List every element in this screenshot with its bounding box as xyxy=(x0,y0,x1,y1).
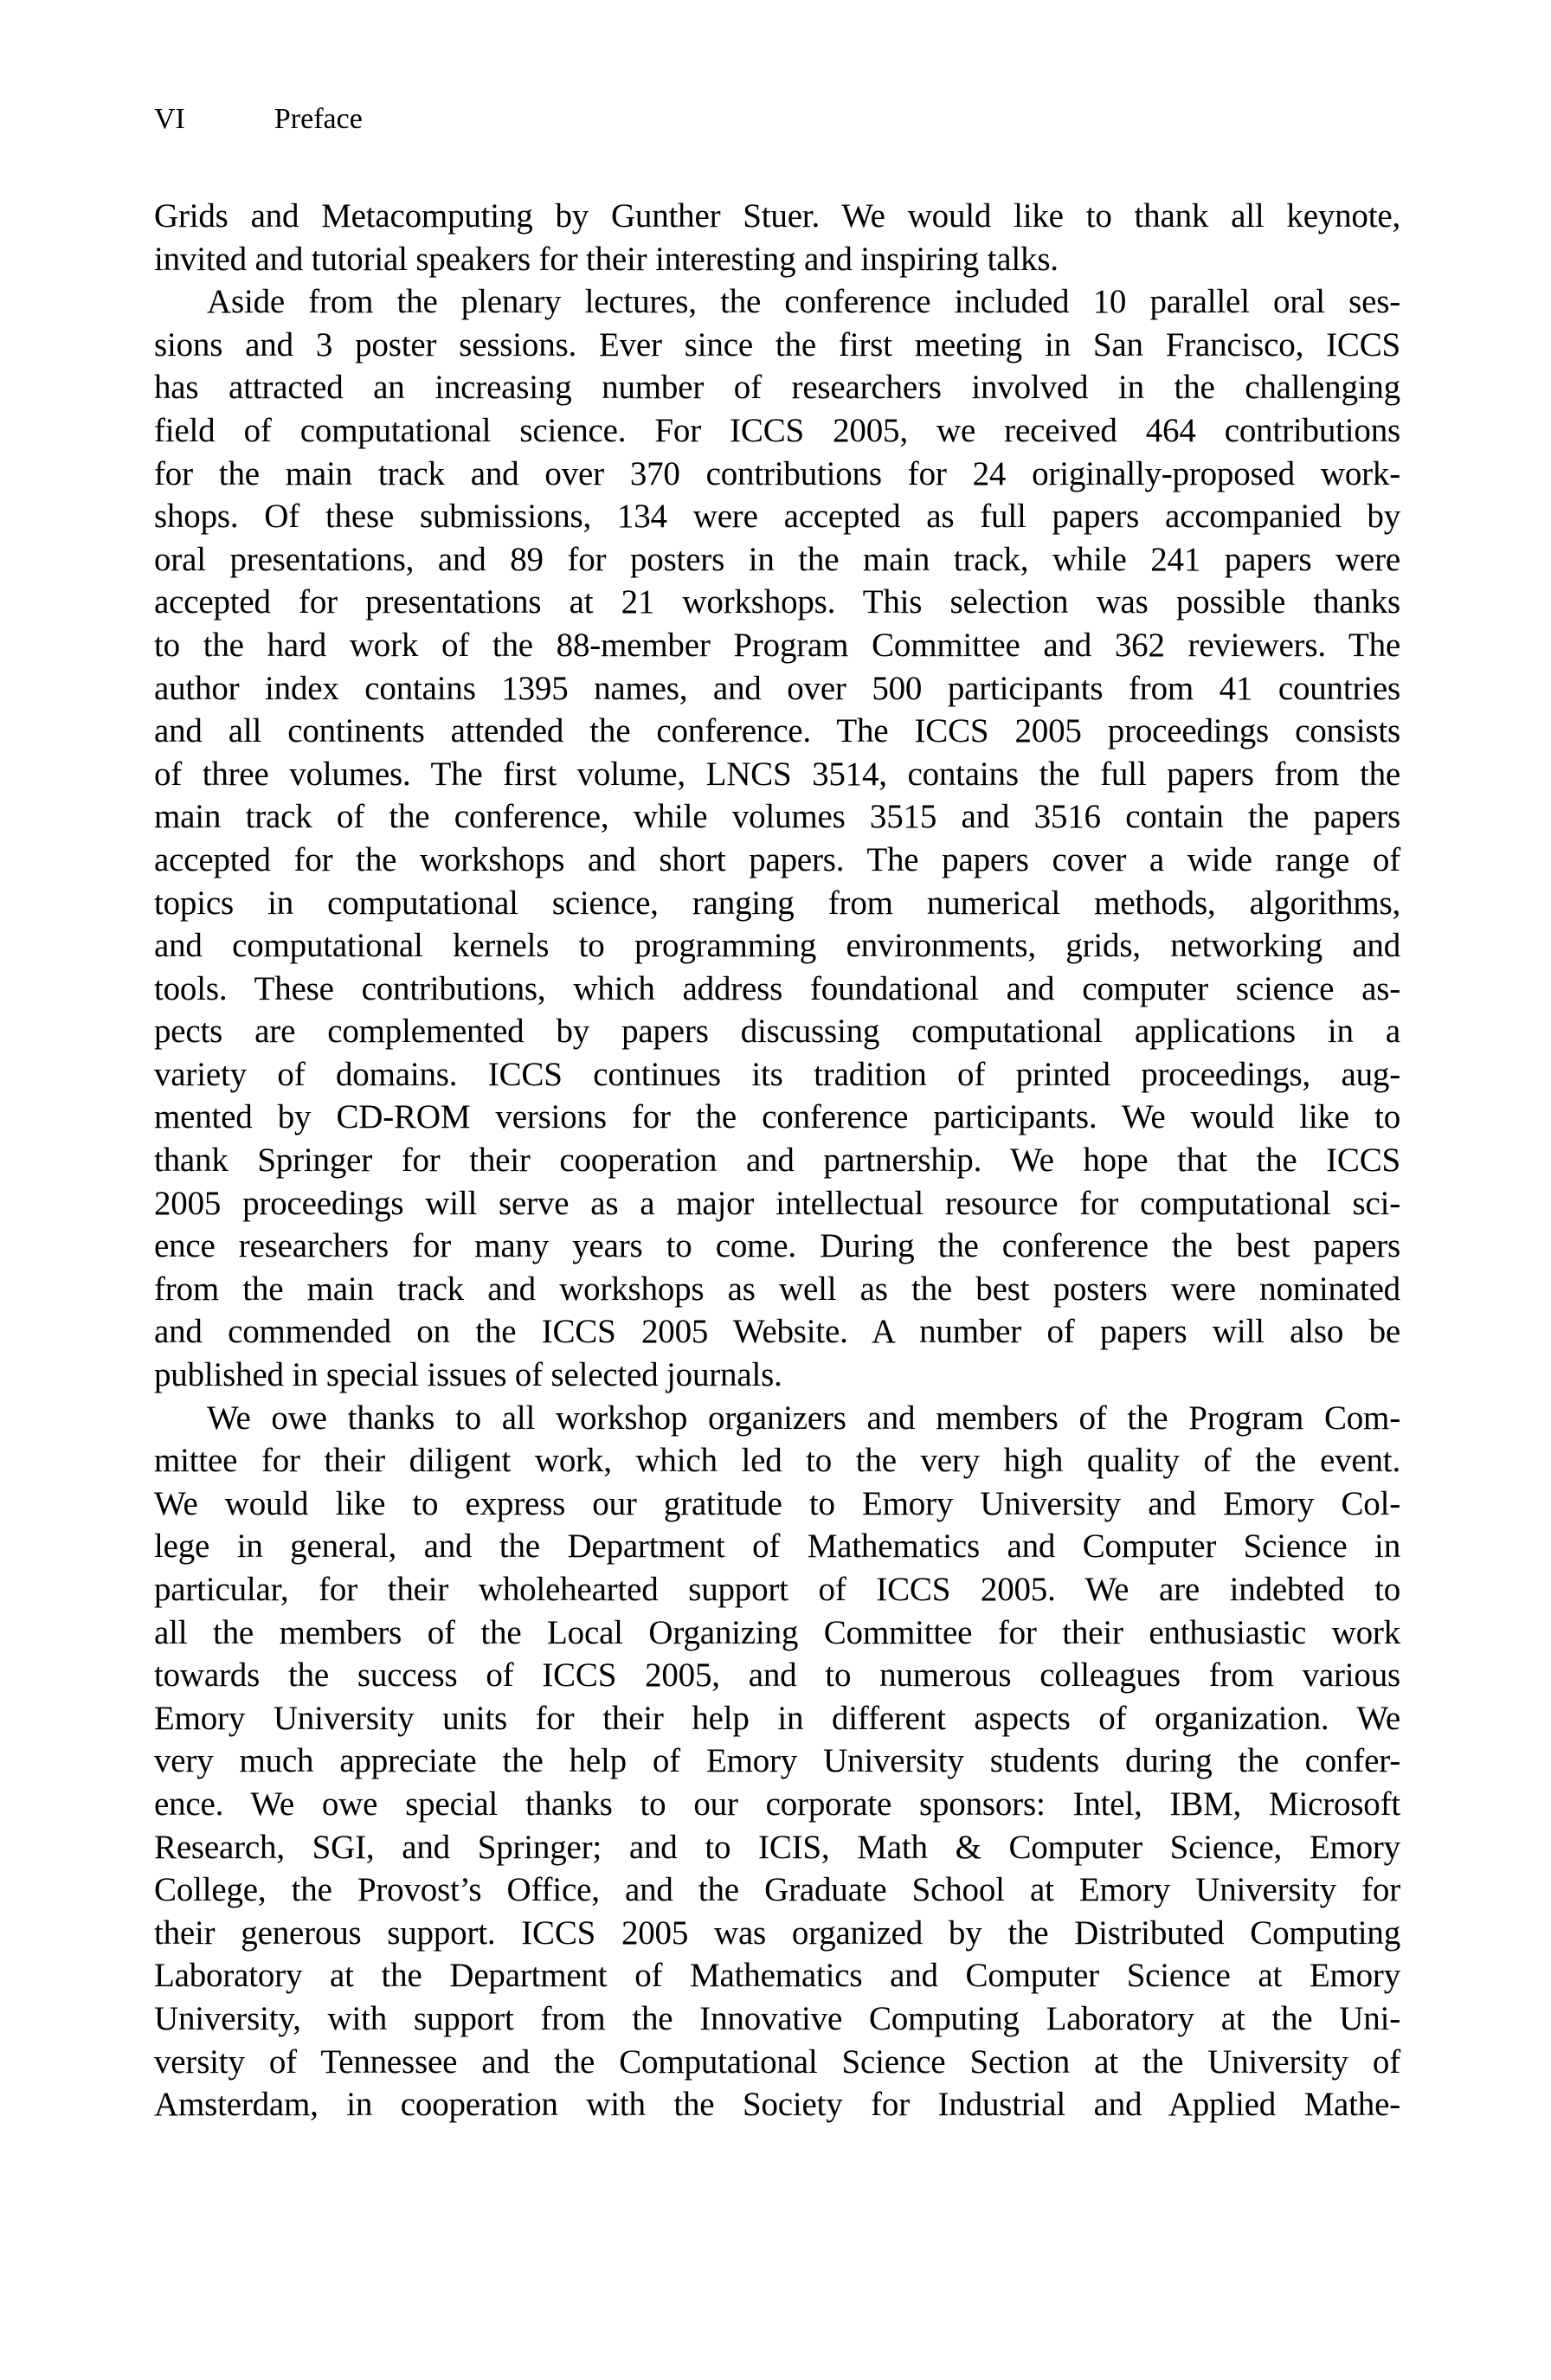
text-line: particular, for their wholehearted support of ICCS 2005. We are indebted to xyxy=(154,1571,1400,1608)
text-line: College, the Provost’s Office, and the Graduate School at Emory University for xyxy=(154,1871,1400,1909)
text-line: has attracted an increasing number of researchers involved in the challenging xyxy=(154,369,1400,407)
text-line: tools. These contributions, which address foundational and computer science as- xyxy=(154,969,1400,1007)
text-line: topics in computational science, ranging from numerical methods, algorithms, xyxy=(154,884,1400,922)
text-line: to the hard work of the 88-member Program Committee and 362 reviewers. The xyxy=(154,626,1400,664)
text-line: all the members of the Local Organizing Committee for their enthusiastic work xyxy=(154,1613,1400,1651)
text-line: ence researchers for many years to come. During the conference the best papers xyxy=(154,1227,1400,1265)
text-line: 2005 proceedings will serve as a major intellectual resource for computational sci- xyxy=(154,1184,1400,1222)
text-line: shops. Of these submissions, 134 were accepted as full papers accompanied by xyxy=(154,498,1400,536)
text-line: thank Springer for their cooperation and partnership. We hope that the ICCS xyxy=(154,1142,1400,1180)
text-line: author index contains 1395 names, and over 500 participants from 41 countries xyxy=(154,669,1400,707)
text-line: oral presentations, and 89 for posters in the main track, while 241 papers were xyxy=(154,540,1400,578)
text-line: Laboratory at the Department of Mathematics and Computer Science at Emory xyxy=(154,1957,1400,1995)
running-head-title: Preface xyxy=(274,103,363,135)
text-line: versity of Tennessee and the Computational Science Section at the University of xyxy=(154,2042,1400,2081)
page-number: VI xyxy=(154,103,185,135)
text-line: mented by CD-ROM versions for the conference participants. We would like to xyxy=(154,1098,1400,1136)
text-line: published in special issues of selected journals. xyxy=(154,1356,782,1394)
text-line: from the main track and workshops as well as the best posters were nominated xyxy=(154,1270,1400,1308)
text-line: very much appreciate the help of Emory University students during the confer- xyxy=(154,1742,1400,1780)
text-line: accepted for presentations at 21 workshops. This selection was possible thanks xyxy=(154,583,1400,621)
text-line: pects are complemented by papers discussing computational applications in a xyxy=(154,1013,1400,1051)
text-line: for the main track and over 370 contributions for 24 originally-proposed work- xyxy=(154,454,1400,492)
text-line: variety of domains. ICCS continues its tradition of printed proceedings, aug- xyxy=(154,1055,1400,1093)
text-line: We would like to express our gratitude to Emory University and Emory Col- xyxy=(154,1484,1400,1522)
text-line: accepted for the workshops and short papers. The papers cover a wide range of xyxy=(154,840,1400,878)
text-line: Amsterdam, in cooperation with the Society for Industrial and Applied Mathe- xyxy=(154,2086,1400,2124)
text-line: and computational kernels to programming environments, grids, networking and xyxy=(154,927,1400,965)
text-line: Research, SGI, and Springer; and to ICIS, Math & Computer Science, Emory xyxy=(154,1828,1400,1866)
text-line: towards the success of ICCS 2005, and to numerous colleagues from various xyxy=(154,1656,1400,1695)
text-line: and all continents attended the conference. The ICCS 2005 proceedings consists xyxy=(154,712,1400,750)
text-line: lege in general, and the Department of Mathematics and Computer Science in xyxy=(154,1528,1400,1566)
text-line: invited and tutorial speakers for their interesting and inspiring talks. xyxy=(154,240,1059,278)
text-line: Emory University units for their help in different aspects of organization. We xyxy=(154,1699,1400,1737)
text-line: ence. We owe special thanks to our corporate sponsors: Intel, IBM, Microsoft xyxy=(154,1785,1400,1823)
text-line: mittee for their diligent work, which led to the very high quality of the event. xyxy=(154,1442,1400,1480)
text-line: Aside from the plenary lectures, the conference included 10 parallel oral ses- xyxy=(207,283,1400,321)
text-line: sions and 3 poster sessions. Ever since the first meeting in San Francisco, ICCS xyxy=(154,325,1400,363)
text-line: their generous support. ICCS 2005 was organized by the Distributed Computing xyxy=(154,1914,1400,1952)
text-line: Grids and Metacomputing by Gunther Stuer. We would like to thank all keynote, xyxy=(154,197,1400,235)
text-line: We owe thanks to all workshop organizers and members of the Program Com- xyxy=(207,1399,1400,1437)
text-line: University, with support from the Innovative Computing Laboratory at the Uni- xyxy=(154,1999,1400,2037)
text-line: and commended on the ICCS 2005 Website. A number of papers will also be xyxy=(154,1313,1400,1351)
text-line: of three volumes. The first volume, LNCS 3514, contains the full papers from the xyxy=(154,755,1400,793)
text-line: field of computational science. For ICCS 2005, we received 464 contributions xyxy=(154,411,1400,449)
text-line: main track of the conference, while volumes 3515 and 3516 contain the papers xyxy=(154,798,1400,836)
page-body xyxy=(154,195,1400,2126)
running-head xyxy=(154,102,363,137)
